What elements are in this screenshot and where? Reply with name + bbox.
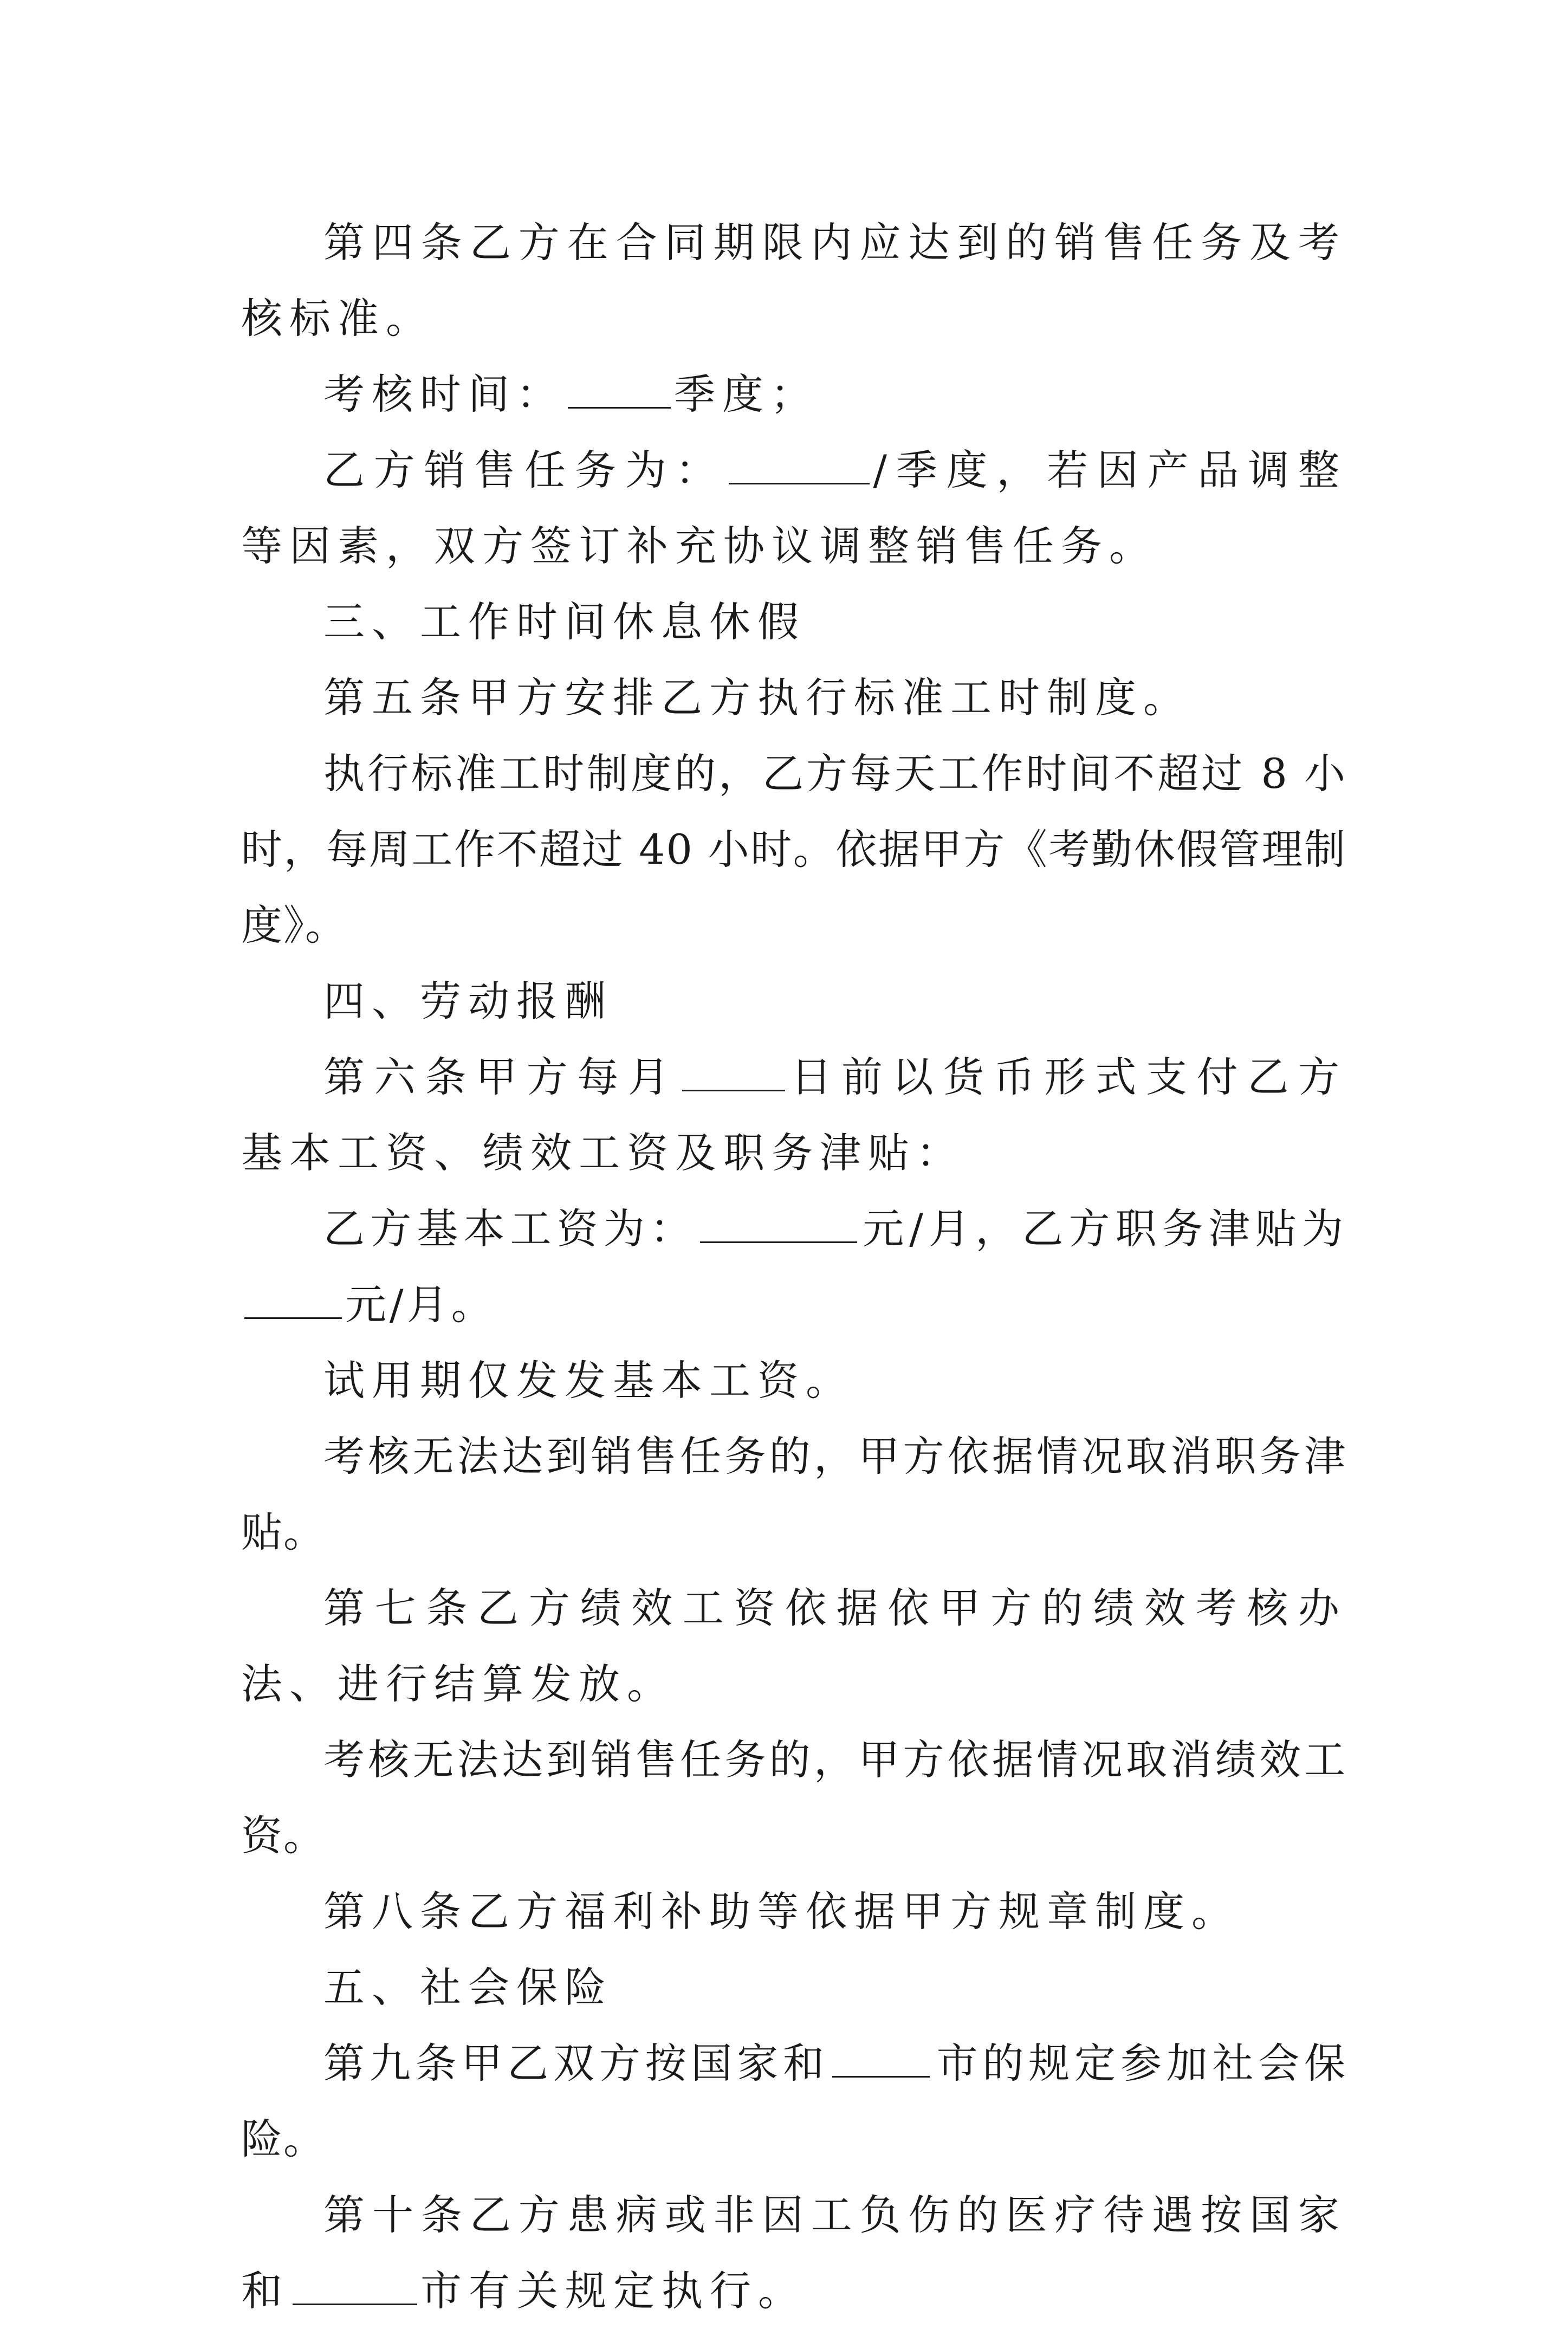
paragraph-cancel-performance-pay: 考核无法达到销售任务的，甲方依据情况取消绩效工资。: [241, 1736, 1346, 1860]
paragraph-article-7: 第七条乙方绩效工资依据依甲方的绩效考核办法、进行结算发放。: [241, 1584, 1346, 1708]
paragraph-article-9: 第九条甲乙双方按国家和 市的规定参加社会保险。: [241, 2039, 1347, 2163]
paragraph-base-salary: 乙方基本工资为： 元/月，乙方职务津贴为元/月。: [241, 1191, 1346, 1343]
blank-city-medical[interactable]: [293, 2266, 417, 2305]
paragraph-probation: 试用期仅发发基本工资。: [323, 1356, 854, 1405]
document-page: [241, 205, 1346, 2329]
paragraph-article-10: 第十条乙方患病或非因工负伤的医疗待遇按国家和 市有关规定执行。: [241, 2191, 1346, 2315]
paragraph-article-6: 第六条甲方每月 日前以货币形式支付乙方基本工资、绩效工资及职务津贴：: [241, 1053, 1347, 1177]
section-heading-remuneration: 四、劳动报酬: [323, 977, 613, 1025]
section-heading-work-hours: 三、工作时间休息休假: [323, 598, 806, 646]
paragraph-cancel-allowance: 考核无法达到销售任务的，甲方依据情况取消职务津贴。: [241, 1432, 1346, 1556]
blank-sales-target[interactable]: [729, 445, 870, 484]
paragraph-article-4: 第四条乙方在合同期限内应达到的销售任务及考核标准。: [241, 218, 1346, 342]
paragraph-assessment-time: 考核时间： 季度；: [323, 370, 819, 418]
section-heading-social-insurance: 五、社会保险: [323, 1963, 613, 2011]
paragraph-sales-target: 乙方销售任务为： /季度，若因产品调整等因素，双方签订补充协议调整销售任务。: [241, 446, 1347, 570]
blank-city-insurance[interactable]: [832, 2038, 930, 2078]
blank-pay-day[interactable]: [682, 1052, 785, 1091]
blank-assessment-quarter[interactable]: [568, 369, 671, 409]
paragraph-article-8: 第八条乙方福利补助等依据甲方规章制度。: [323, 1887, 1240, 1936]
paragraph-standard-hours: 执行标准工时制度的，乙方每天工作时间不超过 8 小时，每周工作不超过 40 小时。依据甲方《考勤休假管理制度》。: [241, 749, 1346, 949]
blank-base-salary[interactable]: [700, 1204, 857, 1243]
blank-allowance[interactable]: [244, 1279, 342, 1319]
paragraph-article-5: 第五条甲方安排乙方执行标准工时制度。: [323, 674, 1191, 722]
